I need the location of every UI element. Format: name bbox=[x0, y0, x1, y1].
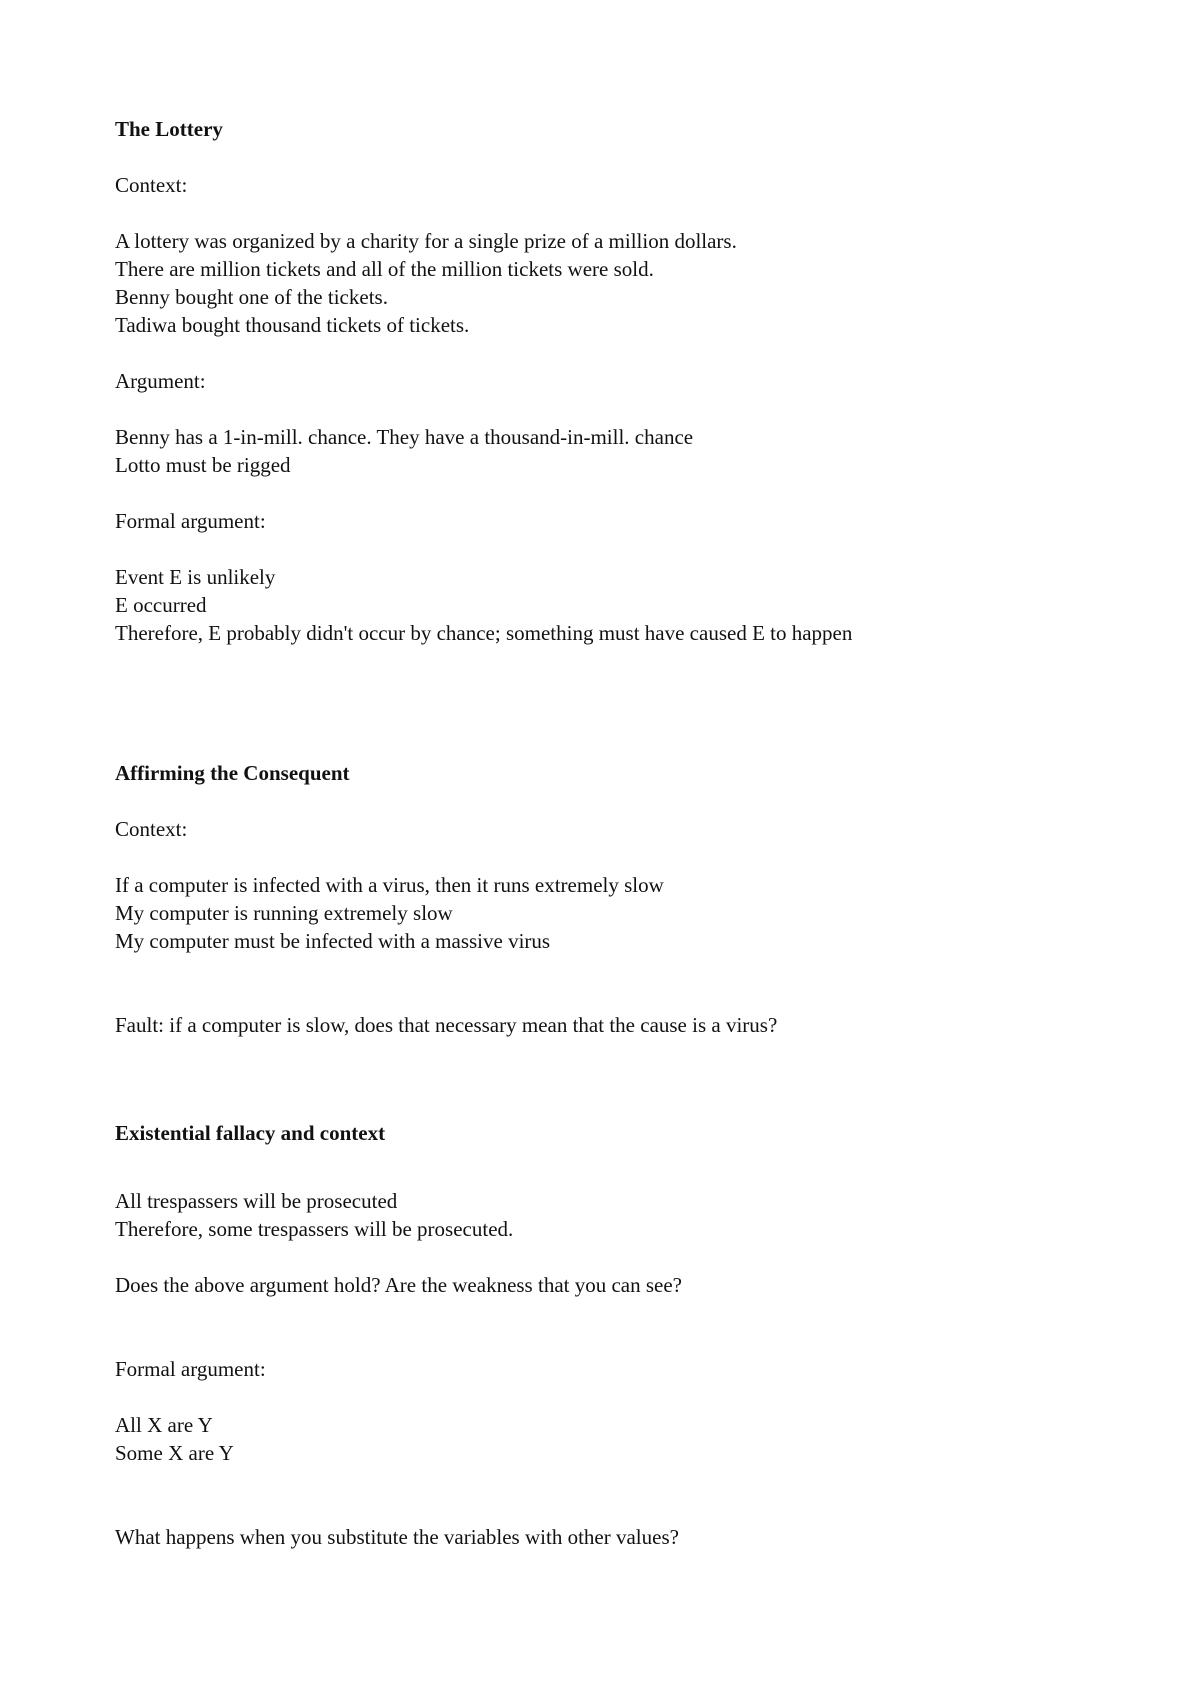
argument-line: All trespassers will be prosecuted bbox=[115, 1189, 398, 1213]
formal-argument-line: All X are Y bbox=[115, 1413, 213, 1437]
context-line: A lottery was organized by a charity for a single prize of a million dollars. bbox=[115, 229, 737, 253]
section-heading: The Lottery bbox=[115, 117, 223, 141]
context-line: There are million tickets and all of the million tickets were sold. bbox=[115, 257, 654, 281]
fault-text: Fault: if a computer is slow, does that necessary mean that the cause is a virus? bbox=[115, 1013, 778, 1037]
argument-label: Argument: bbox=[115, 369, 206, 393]
section-heading: Affirming the Consequent bbox=[115, 761, 350, 785]
formal-argument-line: Therefore, E probably didn't occur by chance; something must have caused E to happen bbox=[115, 621, 853, 645]
formal-argument-label: Formal argument: bbox=[115, 509, 266, 533]
context-line: If a computer is infected with a virus, then it runs extremely slow bbox=[115, 873, 664, 897]
argument-line: Benny has a 1-in-mill. chance. They have a thousand-in-mill. chance bbox=[115, 425, 694, 449]
argument-line: Therefore, some trespassers will be prosecuted. bbox=[115, 1217, 514, 1241]
context-label: Context: bbox=[115, 817, 188, 841]
formal-argument-label: Formal argument: bbox=[115, 1357, 266, 1381]
formal-argument-line: E occurred bbox=[115, 593, 207, 617]
argument-line: Lotto must be rigged bbox=[115, 453, 291, 477]
final-question-text: What happens when you substitute the variables with other values? bbox=[115, 1525, 679, 1549]
section-existential-fallacy bbox=[115, 1119, 1115, 1551]
context-line: Tadiwa bought thousand tickets of tickets. bbox=[115, 313, 470, 337]
section-lottery bbox=[115, 115, 1115, 647]
context-line: My computer must be infected with a massive virus bbox=[115, 929, 551, 953]
context-line: Benny bought one of the tickets. bbox=[115, 285, 388, 309]
section-affirming-consequent bbox=[115, 759, 1115, 1039]
formal-argument-line: Event E is unlikely bbox=[115, 565, 276, 589]
question-text: Does the above argument hold? Are the weakness that you can see? bbox=[115, 1273, 682, 1297]
section-heading: Existential fallacy and context bbox=[115, 1121, 386, 1145]
context-line: My computer is running extremely slow bbox=[115, 901, 453, 925]
formal-argument-line: Some X are Y bbox=[115, 1441, 234, 1465]
context-label: Context: bbox=[115, 173, 188, 197]
